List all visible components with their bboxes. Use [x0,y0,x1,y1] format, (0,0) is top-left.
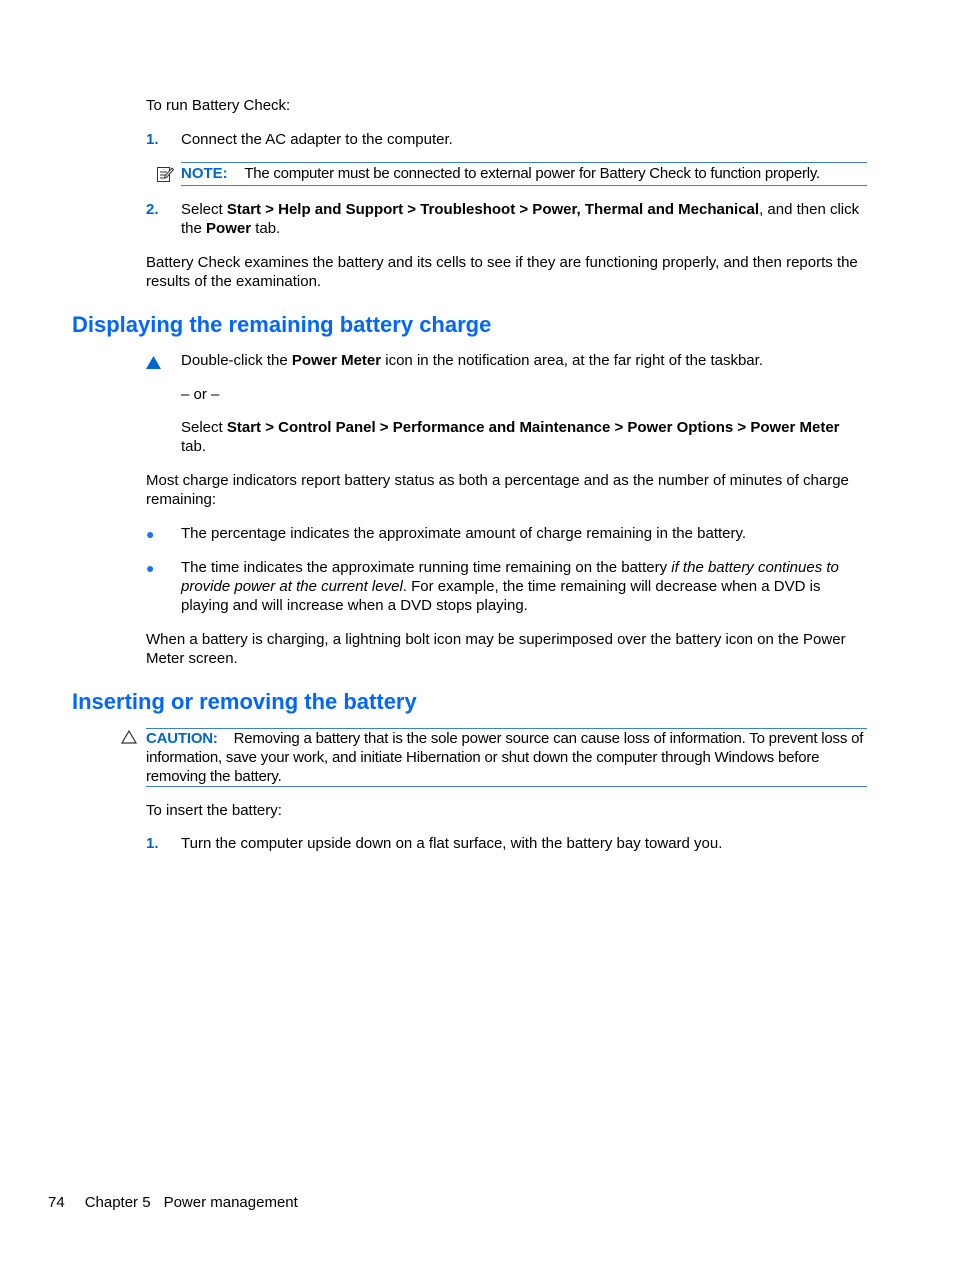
section-heading: Inserting or removing the battery [72,689,417,714]
step-number: 1. [146,131,159,148]
page-footer [48,1193,298,1212]
chapter-label: Chapter 5 [84,1194,151,1211]
paragraph: Most charge indicators report battery status as both a percentage and as the number of minutes of charge remaining: [146,472,849,508]
caution-label: CAUTION: [146,730,218,747]
bullet-text: The time indicates the approximate running time remaining on the battery if the battery continues to provide power at the current level. For example, the time remaining will decrease when a DVD is playing and will increase when a DVD stops playing. [181,559,839,614]
instruction-text: Select Start > Control Panel > Performance and Maintenance > Power Options > Power Meter tab. [181,419,840,455]
tab-name: Power [206,220,252,237]
step-text: Select Start > Help and Support > Troubleshoot > Power, Thermal and Mechanical, and then click the Power tab. [181,201,860,237]
note-text: The computer must be connected to external power for Battery Check to function properly. [244,165,820,182]
intro-text: To run Battery Check: [146,97,291,114]
step-text: Connect the AC adapter to the computer. [181,131,453,148]
note-icon [156,165,174,183]
page-number: 74 [48,1194,65,1211]
ui-term: Power Meter [291,352,382,369]
bullet-dot-icon: ● [146,526,155,542]
bullet-dot-icon: ● [146,560,155,576]
triangle-bullet-icon [146,356,161,369]
menu-path: Start > Control Panel > Performance and Maintenance > Power Options > Power Meter [226,419,840,436]
bullet-text: The percentage indicates the approximate amount of charge remaining in the battery. [181,525,747,542]
caution-icon [121,730,137,744]
or-separator: – or – [181,386,220,403]
emphasis-text: if the battery continues to provide power at the current level [181,559,839,595]
caution [146,729,870,786]
paragraph: Battery Check examines the battery and its cells to see if they are functioning properly, and then reports the results of the examination. [146,254,858,290]
step-text: Turn the computer upside down on a flat surface, with the battery bay toward you. [181,835,723,852]
note-label: NOTE: [181,165,228,182]
paragraph: When a battery is charging, a lightning bolt icon may be superimposed over the battery icon on the Power Meter screen. [146,631,846,667]
step-number: 1. [146,835,159,852]
caution-text: Removing a battery that is the sole power source can cause loss of information. To prevent loss of information, save your work, and initiate Hibernation or shut down the computer through Windows before removing the battery. [146,730,864,785]
chapter-title: Power management [163,1194,298,1211]
instruction-text: Double-click the Power Meter icon in the notification area, at the far right of the taskbar. [181,352,763,369]
note [181,164,881,183]
section-heading: Displaying the remaining battery charge [72,312,492,337]
intro-text: To insert the battery: [146,802,282,819]
menu-path: Start > Help and Support > Troubleshoot > Power, Thermal and Mechanical [226,201,760,218]
step-number: 2. [146,201,159,218]
